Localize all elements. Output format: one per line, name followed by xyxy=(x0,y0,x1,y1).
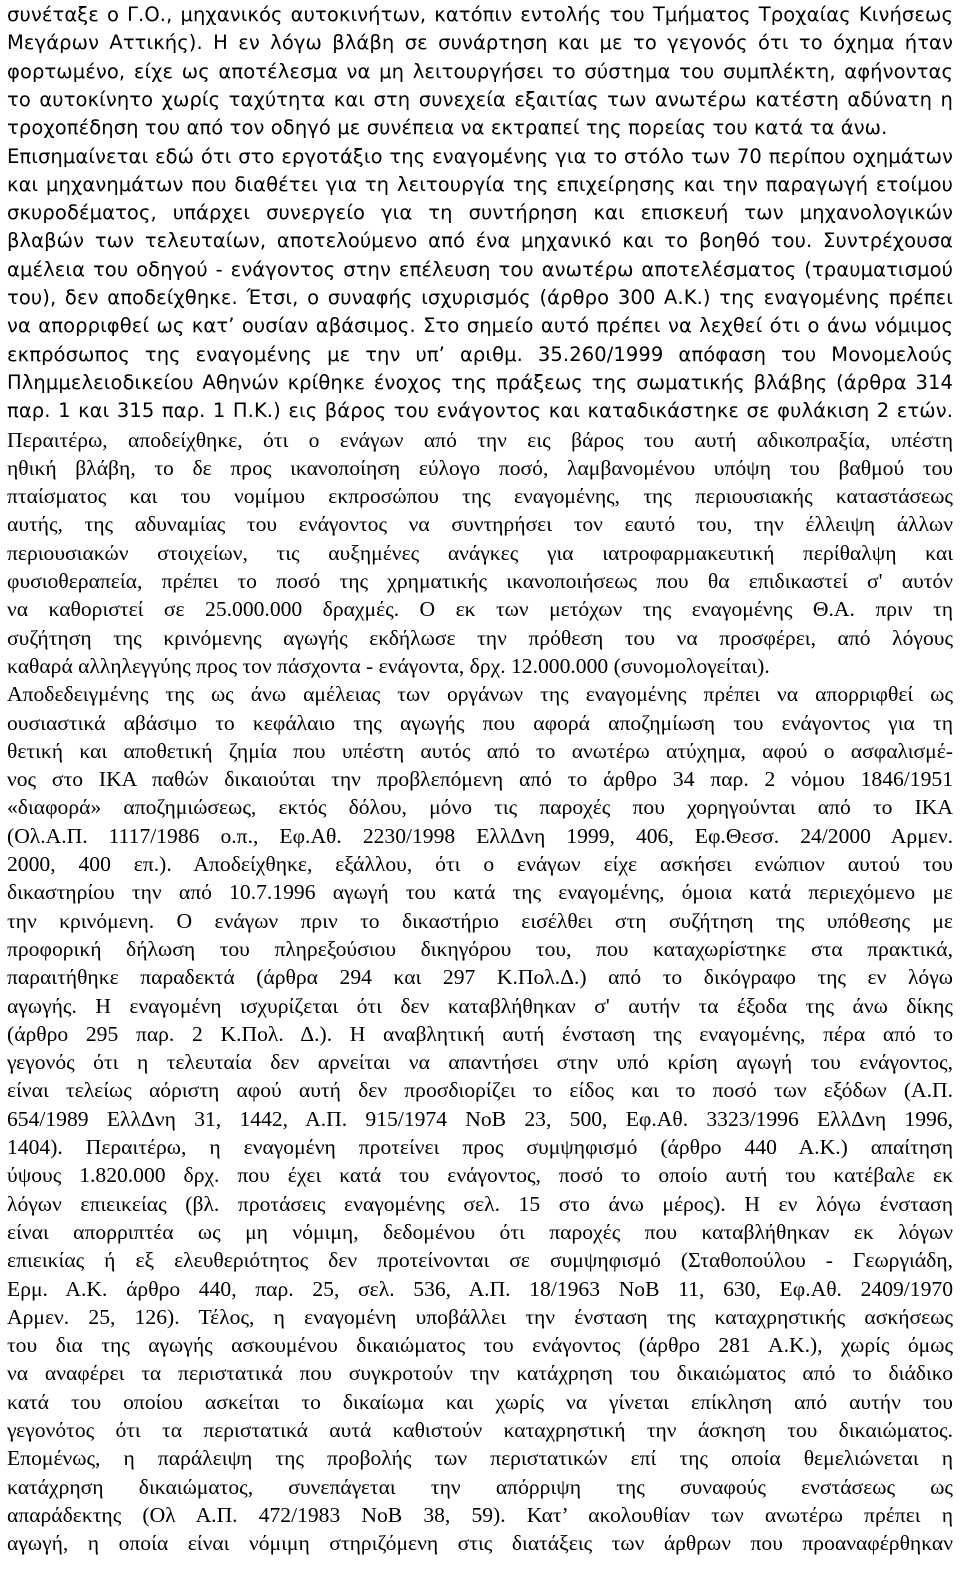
text-line: παραιτήθηκε παραδεκτά (άρθρα 294 και 297 Κ.Πολ.Δ.) από το δικόγραφο της εν λόγω xyxy=(7,965,953,990)
text-line: βλαβών των τελευταίων, αποτελούμενο από ένα μηχανικό και το βοηθό του. Συντρέχουσα xyxy=(7,229,953,253)
text-line: εκπρόσωπος της εναγομένης με την υπ’ αριθμ. 35.260/1999 απόφαση του Μονομελούς xyxy=(7,342,953,366)
text-line: Ερμ. Α.Κ. άρθρο 440, παρ. 25, σελ. 536, Α.Π. 18/1963 ΝοΒ 11, 630, Εφ.Αθ. 2409/1970 xyxy=(7,1276,953,1301)
text-line: αυτής, της αδυναμίας του ενάγοντος να συντηρήσει τον εαυτό του, την έλλειψη άλλων xyxy=(7,512,953,537)
text-line: Αποδεδειγμένης της ως άνω αμέλειας των οργάνων της εναγομένης πρέπει να απορριφθεί ως xyxy=(7,682,953,707)
text-line: γεγονότος ότι τα περιστατικά αυτά καθιστούν καταχρηστική την άσκηση του δικαιώματος. xyxy=(7,1418,953,1442)
text-line: συζήτηση της κρινόμενης αγωγής εκδήλωσε την πρόθεση του να προσφέρει, από λόγους xyxy=(7,625,953,650)
text-line: φυσιοθεραπεία, πρέπει το ποσό της χρηματικής ικανοποιήσεως που θα επιδικαστεί σ' αυτόν xyxy=(7,569,953,593)
text-line: να αναφέρει τα περιστατικά που συγκροτούν την κατάχρηση του δικαιώματος από το διάδικο xyxy=(7,1361,953,1386)
text-line: απαράδεκτης (Ολ Α.Π. 472/1983 ΝοΒ 38, 59). Κατ’ ακολουθίαν των ανωτέρω πρέπει η xyxy=(7,1502,953,1527)
text-line: ηθική βλάβη, το δε προς ικανοποίηση εύλογο ποσό, λαμβανομένου υπόψη του βαθμού του xyxy=(7,455,953,480)
text-line: να απορριφθεί ως κατ’ ουσίαν αβάσιμος. Στο σημείο αυτό πρέπει να λεχθεί ότι ο άνω νόμιμος xyxy=(7,314,953,338)
text-line: περιουσιακών στοιχείων, τις αυξημένες ανάγκες για ιατροφαρμακευτική περίθαλψη και xyxy=(7,540,953,565)
text-line: Μεγάρων Αττικής). Η εν λόγω βλάβη σε συνάρτηση και με το γεγονός ότι το όχημα ήταν xyxy=(7,31,953,55)
text-line: Αρμεν. 25, 126). Τέλος, η εναγομένη υποβάλλει την ένσταση της καταχρηστικής ασκήσεως xyxy=(7,1304,953,1329)
text-line: συνέταξε ο Γ.Ο., μηχανικός αυτοκινήτων, κατόπιν εντολής του Τμήματος Τροχαίας Κινήσεως xyxy=(7,3,953,26)
text-line: δικαστηρίου την από 10.7.1996 αγωγή του κατά της εναγομένης, όμοια κατά περιεχόμενο με xyxy=(7,880,953,905)
text-line: σκυροδέματος, υπάρχει συνεργείο για τη συντήρηση και επισκευή των μηχανολογικών xyxy=(7,201,953,225)
text-line: προφορική δήλωση του πληρεξούσιου δικηγόρου του, που καταχωρίστηκε στα πρακτικά, xyxy=(7,936,953,961)
text-line: φορτωμένο, είχε ως αποτέλεσμα να μη λειτουργήσει το σύστημα του συμπλέκτη, αφήνοντας xyxy=(7,59,953,83)
text-line: επιεικίας ή εξ ελευθεριότητος δεν προτείνονται σε συμψηφισμό (Σταθοπούλου - Γεωργιάδη, xyxy=(7,1248,953,1273)
text-line: Πλημμελειοδικείου Αθηνών κρίθηκε ένοχος της πράξεως της σωματικής βλάβης (άρθρα 314 xyxy=(7,370,953,394)
text-line: Περαιτέρω, αποδείχθηκε, ότι ο ενάγων από την εις βάρος του αυτή αδικοπραξία, υπέστη xyxy=(7,427,953,452)
text-line: (Ολ.Α.Π. 1117/1986 ο.π., Εφ.Αθ. 2230/1998 ΕλλΔνη 1999, 406, Εφ.Θεσσ. 24/2000 Αρμεν. xyxy=(7,823,953,848)
text-line: ύψους 1.820.000 δρχ. που έχει κατά του ενάγοντος, ποσό το οποίο αυτή του κατέβαλε εκ xyxy=(7,1163,953,1188)
text-line: γεγονός ότι η τελευταία δεν αρνείται να απαντήσει στην υπό κρίση αγωγή του ενάγοντος, xyxy=(7,1050,953,1075)
text-line: και μηχανημάτων που διαθέτει για τη λειτουργία της επιχείρησης και την παραγωγή ετοίμου xyxy=(7,172,953,196)
text-line: είναι απορριπτέα ως μη νόμιμη, δεδομένου ότι παροχές που καταβλήθηκαν εκ λόγων xyxy=(7,1219,953,1244)
text-line: καθαρά αλληλεγγύης προς τον πάσχοντα - ενάγοντα, δρχ. 12.000.000 (συνομολογείται). xyxy=(7,653,770,678)
text-line: αμέλεια του οδηγού - ενάγοντος στην επέλευση του ανωτέρω αποτελέσματος (τραυματισμού xyxy=(7,257,953,281)
text-line: τροχοπέδηση του από τον οδηγό με συνέπεια να εκτραπεί της πορείας του κατά τα άνω. xyxy=(7,116,888,140)
text-line: το αυτοκίνητο χωρίς ταχύτητα και στη συνεχεία εξαιτίας των ανωτέρω κατέστη αδύνατη η xyxy=(7,87,953,111)
text-line: είναι τελείως αόριστη αφού αυτή δεν προσδιορίζει το είδος και το ποσό των εξόδων (Α.Π. xyxy=(7,1078,953,1103)
text-line: κατά του οποίου ασκείται το δικαίωμα και χωρίς να γίνεται επίκληση από αυτήν του xyxy=(7,1389,953,1414)
text-line: παρ. 1 και 315 παρ. 1 Π.Κ.) εις βάρος του ενάγοντος και καταδικάστηκε σε φυλάκιση 2 ετών. xyxy=(7,399,953,423)
text-line: Επομένως, η παράλειψη της προβολής των περιστατικών επί της οποία θεμελιώνεται η xyxy=(7,1446,953,1471)
text-line: κατάχρηση δικαιώματος, συνεπάγεται την απόρριψη της συναφούς ενστάσεως ως xyxy=(7,1474,953,1499)
text-line: «διαφορά» αποζημιώσεως, εκτός δόλου, μόνο τις παροχές που χορηγούνται από το ΙΚΑ xyxy=(7,795,953,820)
text-line: του), δεν αποδείχθηκε. Έτσι, ο συναφής ισχυρισμός (άρθρο 300 Α.Κ.) της εναγομένης πρέπει xyxy=(7,286,953,309)
text-line: (άρθρο 295 παρ. 2 Κ.Πολ. Δ.). Η αναβλητική αυτή ένσταση της εναγομένης, πέρα από το xyxy=(7,1021,953,1046)
text-line: 1404). Περαιτέρω, η εναγομένη προτείνει προς συμψηφισμό (άρθρο 440 Α.Κ.) απαίτηση xyxy=(7,1135,953,1159)
text-line: 654/1989 ΕλλΔνη 31, 1442, Α.Π. 915/1974 ΝοΒ 23, 500, Εφ.Αθ. 3323/1996 ΕλλΔνη 1996, xyxy=(7,1106,953,1131)
text-line: να καθοριστεί σε 25.000.000 δραχμές. Ο εκ των μετόχων της εναγομένης Θ.Α. πριν τη xyxy=(7,597,953,622)
text-line: πταίσματος και του νομίμου εκπροσώπου της εναγομένης, της περιουσιακής καταστάσεως xyxy=(7,484,953,509)
text-line: θετική και αποθετική ζημία που υπέστη αυτός από το ανωτέρω ατύχημα, αφού ο ασφαλισμέ- xyxy=(7,738,953,763)
text-line: νος στο ΙΚΑ παθών δικαιούται την προβλεπόμενη από το άρθρο 34 παρ. 2 νόμου 1846/1951 xyxy=(7,767,953,792)
text-line: την κρινόμενη. Ο ενάγων πριν το δικαστήριο εισέλθει στη συζήτηση της υπόθεσης με xyxy=(7,908,953,933)
text-line: αγωγή, η οποία είναι νόμιμη στηριζόμενη στις διατάξεις των άρθρων που προαναφέρθηκαν xyxy=(7,1531,953,1556)
text-line: ουσιαστικά αβάσιμο το κεφάλαιο της αγωγής που αφορά αποζημίωση του ενάγοντος για τη xyxy=(7,710,953,735)
text-line: λόγων επιεικείας (βλ. προτάσεις εναγομένης σελ. 15 στο άνω μέρος). Η εν λόγω ένσταση xyxy=(7,1191,953,1216)
text-line: 2000, 400 επ.). Αποδείχθηκε, εξάλλου, ότι ο ενάγων είχε ασκήσει ενώπιον αυτού του xyxy=(7,852,953,876)
text-line: του δια της αγωγής ασκουμένου δικαιώματος του ενάγοντος (άρθρο 281 Α.Κ.), χωρίς όμως xyxy=(7,1333,953,1358)
text-line: Επισημαίνεται εδώ ότι στο εργοτάξιο της εναγομένης για το στόλο των 70 περίπου οχημάτων xyxy=(7,144,953,168)
text-line: αγωγής. Η εναγομένη ισχυρίζεται ότι δεν καταβλήθηκαν σ' αυτήν τα έξοδα της άνω δίκης xyxy=(7,993,953,1018)
